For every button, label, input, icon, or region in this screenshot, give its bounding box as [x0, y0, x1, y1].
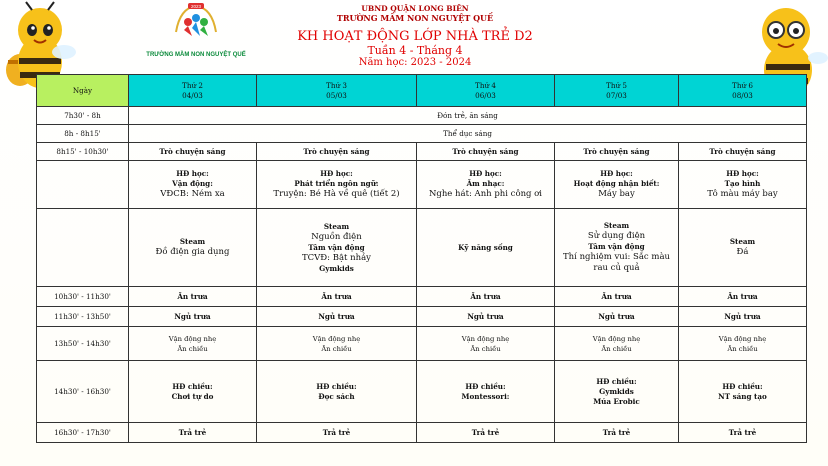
column-header-thu — [555, 75, 679, 107]
activity-heading: HĐ chiều: — [172, 381, 213, 391]
activity-detail: Đồ điện gia dụng — [155, 247, 230, 257]
activity-heading: Steam — [603, 221, 630, 230]
activity-cell: Ăn trưa — [417, 287, 555, 307]
column-header-mon — [129, 75, 257, 107]
activity-detail: Vận động nhẹ — [718, 334, 767, 343]
district-name: UBND QUẬN LONG BIÊN — [361, 4, 469, 13]
activity-subject: Phát triển ngôn ngữ: — [294, 179, 379, 188]
table-row — [37, 307, 807, 327]
activity-detail: Ăn chiều — [601, 344, 632, 353]
activity-cell: Ngủ trưa — [257, 307, 417, 327]
table-row — [37, 107, 807, 125]
activity-cell: Ăn trưa — [555, 287, 679, 307]
page-title: KH HOẠT ĐỘNG LỚP NHÀ TRẺ D2 — [297, 29, 533, 44]
time-cell: 13h50' - 14h30' — [37, 327, 129, 361]
activity-detail: Vận động nhẹ — [592, 334, 641, 343]
activity-subject: Gymkids — [319, 263, 354, 273]
activity-cell — [417, 161, 555, 209]
activity-cell — [257, 327, 417, 361]
activity-cell: Trò chuyện sáng — [679, 143, 807, 161]
activity-detail: Ăn chiều — [470, 344, 501, 353]
activity-heading: HĐ chiều: — [596, 376, 637, 386]
activity-cell: Ăn trưa — [129, 287, 257, 307]
activity-subject: Hoạt động nhận biết: — [573, 179, 660, 188]
day-name: Thứ 6 — [732, 80, 753, 90]
day-date: 07/03 — [606, 90, 627, 100]
activity-detail: Vận động nhẹ — [312, 334, 361, 343]
activity-cell: Ngủ trưa — [555, 307, 679, 327]
activity-heading: HĐ học: — [469, 169, 502, 178]
activity-cell: Ngủ trưa — [679, 307, 807, 327]
school-name: TRƯỜNG MẦM NON NGUYỆT QUẾ — [336, 13, 494, 23]
day-name: Thứ 5 — [606, 80, 627, 90]
day-name: Thứ 2 — [182, 80, 203, 90]
activity-cell — [679, 327, 807, 361]
activity-cell — [555, 327, 679, 361]
time-cell: 8h - 8h15' — [37, 125, 129, 143]
logo-badge: 2023 — [190, 4, 202, 9]
activity-detail: Gymkids — [599, 386, 634, 396]
column-header-day: Ngày — [37, 75, 129, 107]
activity-cell — [555, 361, 679, 423]
day-date: 06/03 — [475, 90, 496, 100]
activity-cell — [679, 209, 807, 287]
activity-heading: HĐ chiều: — [316, 381, 357, 391]
activity-detail: Ăn chiều — [177, 344, 208, 353]
activity-cell — [555, 161, 679, 209]
column-header-tue — [257, 75, 417, 107]
day-date: 08/03 — [732, 90, 753, 100]
activity-detail: VĐCB: Ném xa — [160, 189, 225, 199]
day-name: Thứ 3 — [326, 80, 347, 90]
activity-heading: Steam — [729, 237, 756, 246]
activity-detail: Múa Erobic — [593, 396, 640, 406]
time-cell: 16h30' - 17h30' — [37, 423, 129, 443]
activity-cell: Trả trẻ — [417, 423, 555, 443]
activity-detail: Nghe hát: Anh phi công ơi — [428, 189, 543, 199]
time-cell — [37, 209, 129, 287]
day-date: 05/03 — [326, 90, 347, 100]
time-cell — [37, 161, 129, 209]
activity-cell: Trò chuyện sáng — [257, 143, 417, 161]
table-row — [37, 143, 807, 161]
schedule-table — [36, 74, 807, 443]
logo-text: TRƯỜNG MẦM NON NGUYỆT QUẾ — [146, 52, 246, 58]
activity-detail: Montessori: — [461, 391, 510, 401]
activity-cell: Trả trẻ — [257, 423, 417, 443]
activity-heading: Kỹ năng sống — [458, 242, 513, 252]
day-date: 04/03 — [182, 90, 203, 100]
activity-heading: HĐ chiều: — [722, 381, 763, 391]
activity-detail: NT sáng tạo — [718, 391, 767, 401]
activity-detail: Vận động nhẹ — [461, 334, 510, 343]
activity-cell: Thể dục sáng — [129, 125, 807, 143]
activity-cell: Ngủ trưa — [129, 307, 257, 327]
activity-cell — [555, 209, 679, 287]
time-cell: 7h30' - 8h — [37, 107, 129, 125]
activity-cell: Ăn trưa — [679, 287, 807, 307]
activity-cell — [257, 161, 417, 209]
school-logo-icon — [140, 2, 252, 68]
activity-heading: HĐ học: — [320, 169, 353, 178]
activity-cell — [417, 361, 555, 423]
activity-detail: Đá — [736, 247, 749, 257]
activity-cell: Trả trẻ — [129, 423, 257, 443]
column-header-fri — [679, 75, 807, 107]
activity-detail: Vận động nhẹ — [168, 334, 217, 343]
activity-detail: Nguồn điện — [311, 231, 362, 242]
activity-detail: TCVĐ: Bật nhảy — [302, 252, 371, 263]
activity-cell — [679, 161, 807, 209]
activity-cell: Trả trẻ — [679, 423, 807, 443]
activity-cell: Trả trẻ — [555, 423, 679, 443]
activity-cell — [129, 161, 257, 209]
table-row — [37, 327, 807, 361]
activity-cell — [257, 209, 417, 287]
time-cell: 14h30' - 16h30' — [37, 361, 129, 423]
time-cell: 10h30' - 11h30' — [37, 287, 129, 307]
activity-cell — [417, 327, 555, 361]
activity-heading: HĐ học: — [726, 169, 759, 178]
activity-cell — [679, 361, 807, 423]
table-row — [37, 423, 807, 443]
activity-cell: Đón trẻ, ăn sáng — [129, 107, 807, 125]
activity-detail: Truyện: Bé Hà về quê (tiết 2) — [273, 189, 400, 199]
column-header-wed — [417, 75, 555, 107]
activity-cell: Trò chuyện sáng — [417, 143, 555, 161]
activity-detail: Tô màu máy bay — [707, 189, 778, 199]
school-year: Năm học: 2023 - 2024 — [358, 57, 472, 68]
activity-cell: Ngủ trưa — [417, 307, 555, 327]
activity-heading: HĐ học: — [176, 169, 209, 178]
table-header-row — [37, 75, 807, 107]
activity-heading: Steam — [323, 221, 350, 231]
activity-detail: Sử dụng điện — [587, 231, 646, 241]
activity-detail: Đọc sách — [318, 391, 355, 401]
activity-subject: Âm nhạc: — [466, 179, 505, 188]
activity-detail: Thí nghiệm vui: Sắc màu — [563, 252, 670, 262]
week-subtitle: Tuần 4 - Tháng 4 — [367, 44, 463, 57]
activity-cell — [257, 361, 417, 423]
activity-subject: Tâm vận động — [588, 242, 645, 251]
activity-cell — [129, 327, 257, 361]
activity-cell: Trò chuyện sáng — [555, 143, 679, 161]
document-header — [250, 4, 580, 68]
activity-cell: Trò chuyện sáng — [129, 143, 257, 161]
time-cell: 8h15' - 10h30' — [37, 143, 129, 161]
activity-detail: Ăn chiều — [727, 344, 758, 353]
activity-detail: rau củ quả — [593, 263, 640, 273]
activity-detail: Máy bay — [598, 189, 635, 199]
activity-subject: Tạo hình — [724, 179, 761, 188]
activity-detail: Chơi tự do — [171, 391, 214, 401]
activity-heading: Steam — [179, 237, 206, 246]
activity-detail: Ăn chiều — [321, 344, 352, 353]
activity-heading: HĐ chiều: — [465, 381, 506, 391]
activity-heading: HĐ học: — [600, 169, 633, 178]
time-cell: 11h30' - 13h50' — [37, 307, 129, 327]
table-row — [37, 125, 807, 143]
activity-cell — [129, 361, 257, 423]
table-row — [37, 161, 807, 209]
activity-cell — [129, 209, 257, 287]
activity-subject: Tâm vận động — [308, 242, 365, 252]
activity-cell — [417, 209, 555, 287]
day-name: Thứ 4 — [475, 80, 496, 90]
activity-subject: Vận động: — [172, 179, 213, 188]
table-row — [37, 287, 807, 307]
table-row — [37, 361, 807, 423]
table-row — [37, 209, 807, 287]
activity-cell: Ăn trưa — [257, 287, 417, 307]
